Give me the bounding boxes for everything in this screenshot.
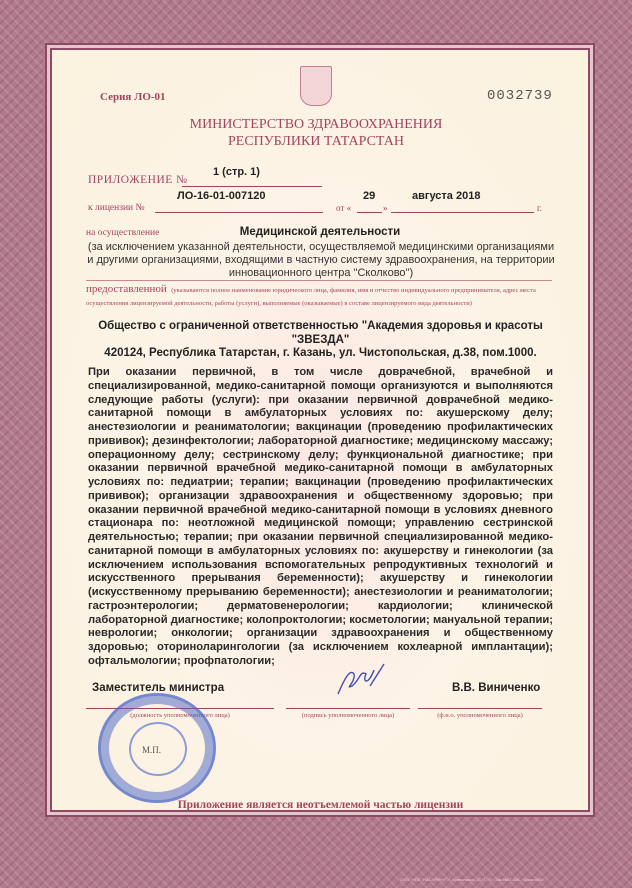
- provided-block: [86, 283, 554, 309]
- license-label: к лицензии №: [88, 203, 145, 213]
- caption-signature: (подпись уполномоченного лица): [301, 712, 395, 719]
- year-suffix: г.: [537, 203, 542, 213]
- license-number: ЛО-16-01-007120: [177, 190, 266, 202]
- stamp-mark: М.П.: [142, 745, 162, 755]
- license-day: 29: [363, 190, 376, 202]
- activity-title: Медицинской деятельности: [239, 226, 401, 238]
- form-number: 0032739: [487, 88, 553, 104]
- provided-label: предоставленной: [86, 283, 167, 295]
- ministry-title: [100, 116, 532, 150]
- caption-position: (должность уполномоченного лица): [130, 712, 230, 719]
- appendix-label: ПРИЛОЖЕНИЕ №: [88, 174, 188, 186]
- activity-detail: (за исключением указанной деятельности, осуществляемой медицинскими организациями и другими организациями, входящими в частную систему здравоохранения, на территории инновационного центра "Сколково"): [87, 241, 555, 279]
- date-from-label: от «: [336, 203, 352, 213]
- signatory-name: В.В. Виниченко: [452, 682, 541, 694]
- footer-note: Приложение является неотъемлемой частью лицензии: [177, 799, 464, 811]
- coat-of-arms-icon: [300, 66, 332, 106]
- activity-label: на осуществление: [86, 228, 160, 238]
- appendix-number: 1 (стр. 1): [213, 166, 260, 178]
- licensed-services-text: При оказании первичной, в том числе доврачебной, врачебной и специализированной, медико-санитарной помощи организуются и выполняются следующие работы (услуги): при оказании первичной доврачебной медико-санитарной помощи в амбулаторных условиях по: акушерскому делу; анестезиологии и реаниматологии; вакцинации (проведению профилактических прививок); дезинфектологии; лабораторной диагностике; медицинскому массажу; операционному делу; сестринскому делу; функциональной диагностике; при оказании первичной врачебной медико-санитарной помощи в амбулаторных условиях по: педиатрии; терапии; вакцинации (проведению профилактических прививок); организации здравоохранения и общественному здоровью; при оказании первичной врачебной медико-санитарной помощи в условиях дневного стационара по: неотложной медицинской помощи; управлению сестринской деятельностью; терапии; при оказании первичной специализированной медико-санитарной помощи в амбулаторных условиях по: акушерству и гинекологии (за исключением использования вспомогательных репродуктивных технологий и искусственного прерывания беременности); акушерству и гинекологии (искусственному прерыванию беременности); анестезиологии и реаниматологии; гастроэнтерологии; дерматовенерологии; кардиологии; клинической лабораторной диагностике; колопроктологии; косметологии; мануальной терапии; неврологии; онкологии; организации здравоохранения и общественному здоровью; оториноларингологии (за исключением кохлеарной имплантации); офтальмологии; профпатологии;: [88, 366, 553, 667]
- provided-note: (указываются полное наименование юридического лица, фамилия, имя и отчество индивидуального предпринимателя, адрес места осуществления лицензируемой деятельности, работы (услуги), выполняемые (оказываемые) в составе лицензируемого вида деятельности): [86, 287, 536, 307]
- caption-name: (ф.и.о. уполномоченного лица): [437, 712, 523, 719]
- signature-handwritten: [330, 660, 390, 700]
- license-month-year: августа 2018: [412, 190, 481, 202]
- ministry-line-2: РЕСПУБЛИКИ ТАТАРСТАН: [227, 134, 404, 149]
- signatory-position: Заместитель министра: [92, 682, 225, 694]
- organization-address: 420124, Республика Татарстан, г. Казань, ул. Чистопольская, д.38, пом.1000.: [104, 347, 537, 359]
- ministry-line-1: МИНИСТЕРСТВО ЗДРАВООХРАНЕНИЯ: [189, 117, 443, 132]
- date-quote-close: »: [383, 203, 388, 213]
- organization-name: Общество с ограниченной ответственностью "Академия здоровья и красоты "ЗВЕЗДА": [98, 320, 543, 346]
- printer-info: ООО "НПО "НАСПРИНТ", г. Всеволожск, 2017, "Б", Зак.№07-336, Тираж 4000: [400, 877, 544, 882]
- series-label: Серия ЛО-01: [100, 91, 166, 103]
